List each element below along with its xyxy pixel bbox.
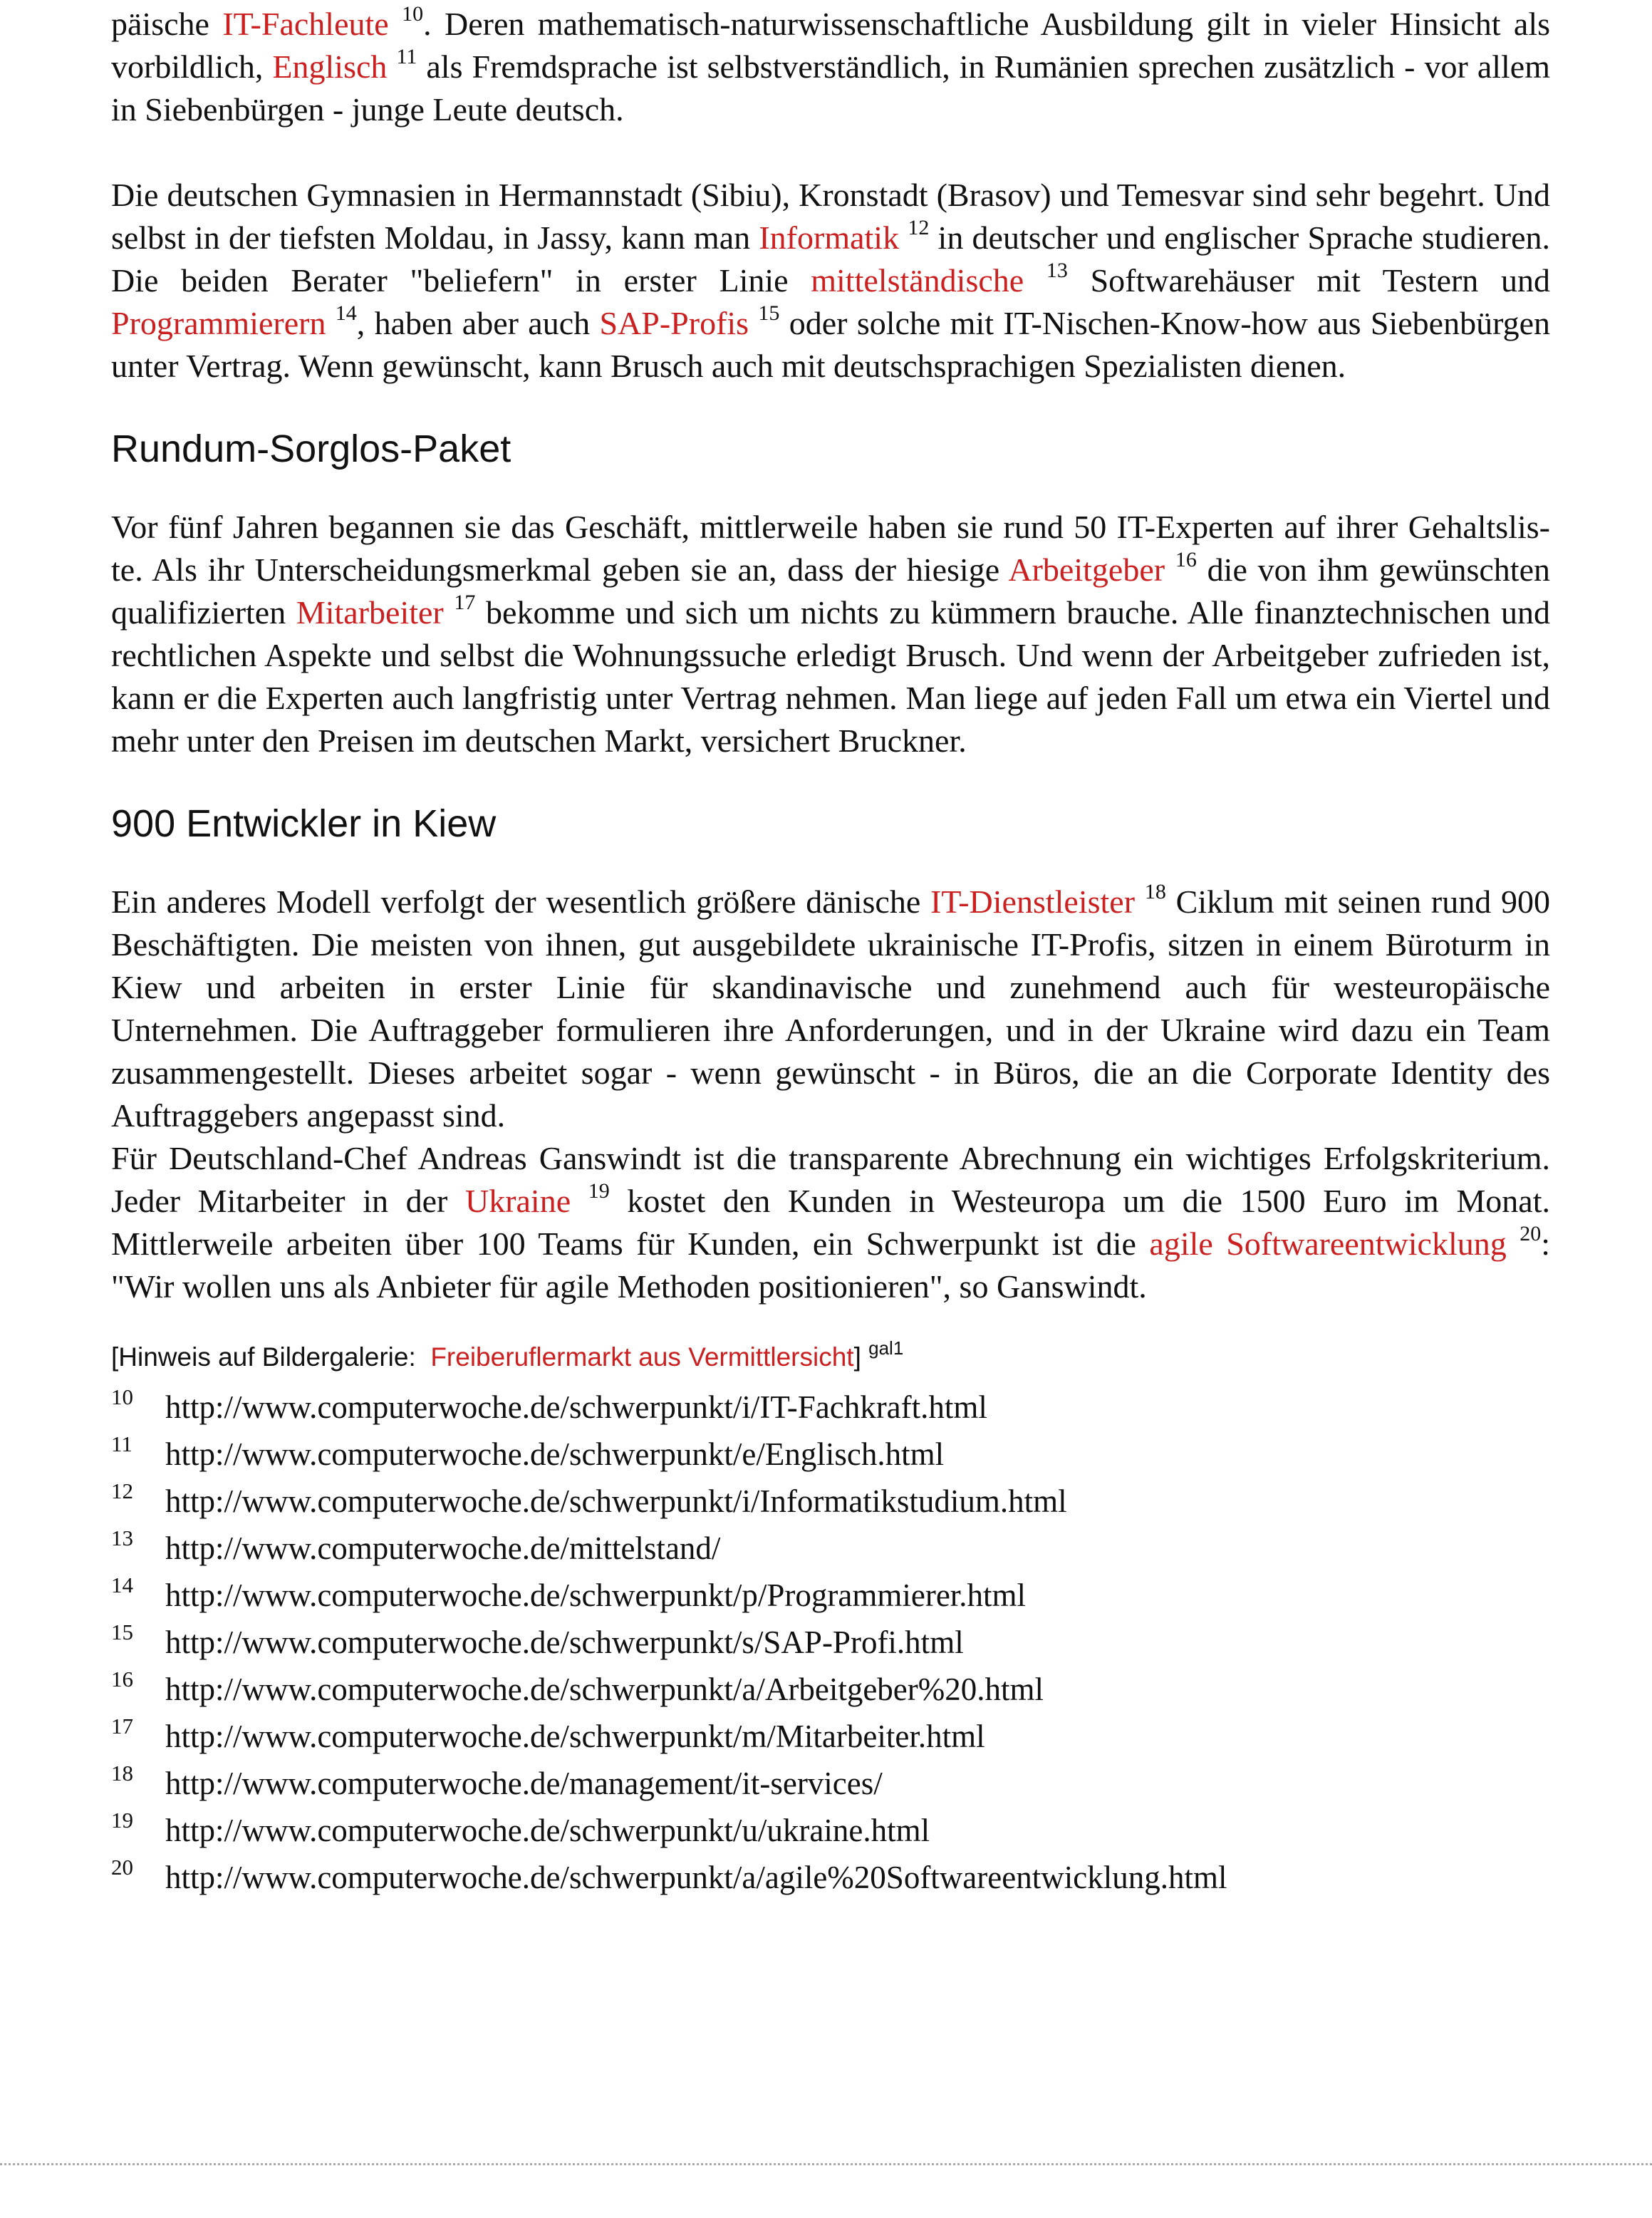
footnote-ref: 12 <box>908 216 930 239</box>
footnote-list <box>111 1384 1550 1901</box>
footnote-ref: 20 <box>1519 1222 1542 1245</box>
footnote-url[interactable]: http://www.computerwoche.de/schwerpunkt/a/agile%20Softwareentwicklung.html <box>165 1860 1227 1895</box>
footnote-item <box>111 1525 1550 1572</box>
footnote-ref: 19 <box>588 1179 610 1203</box>
paragraph-text: Ein anderes Modell verfolgt der wesentlich größere dänische <box>111 883 931 920</box>
footnote-url[interactable]: http://www.computerwoche.de/schwerpunkt/p/Programmierer.html <box>165 1577 1027 1613</box>
link-englisch[interactable]: Englisch <box>272 48 388 85</box>
paragraph-text: : "Wir wollen uns als Anbieter für agile Methoden positionieren", so Ganswindt. <box>111 1225 1551 1305</box>
link-it-fachleute[interactable]: IT-Fachleute <box>222 6 389 42</box>
footnote-url[interactable]: http://www.computerwoche.de/schwerpunkt/u/ukraine.html <box>165 1813 930 1848</box>
paragraph-intro <box>111 3 1550 131</box>
footnote-item <box>111 1572 1550 1619</box>
footnote-ref: 15 <box>758 301 780 325</box>
link-ukraine[interactable]: Ukraine <box>464 1183 571 1219</box>
section-heading: Rundum-Sorglos-Paket <box>111 427 511 470</box>
footnote-item <box>111 1619 1550 1666</box>
paragraph-text: . Deren mathematisch-naturwissenschaftliche Ausbildung gilt in vieler Hinsicht als vorbildlich, <box>111 6 1551 85</box>
paragraph-text: Für Deutschland-Chef Andreas Ganswindt ist die transparente Abrechnung ein wichtiges Erfolgskriterium. Jeder Mitarbeiter in der <box>111 1140 1550 1219</box>
footnote-item <box>111 1713 1550 1760</box>
footnote-url[interactable]: http://www.computerwoche.de/schwerpunkt/i/IT-Fachkraft.html <box>165 1389 987 1425</box>
paragraph-text: päische <box>111 6 223 42</box>
link-gallery[interactable]: Freiberuflermarkt aus Vermittlersicht <box>430 1342 854 1372</box>
footnote-number: 20 <box>111 1855 133 1880</box>
footnote-ref: 17 <box>454 591 476 614</box>
paragraph-text: als Fremdsprache ist selbstverständlich, in Rumänien sprechen zusätzlich - vor allem in Siebenbürgen - junge Leute deutsch. <box>111 48 1551 128</box>
footnote-item <box>111 1431 1550 1478</box>
link-sap-profis[interactable]: SAP-Profis <box>599 305 749 341</box>
paragraph-text: die von ihm gewünschten qualifizierten <box>111 551 1550 631</box>
footnote-url[interactable]: http://www.computerwoche.de/management/it-services/ <box>165 1766 883 1801</box>
footnote-number: 11 <box>111 1431 133 1456</box>
section-heading: 900 Entwickler in Kiew <box>111 802 497 845</box>
link-agile-softwareentwicklung[interactable]: agile Softwareentwicklung <box>1149 1225 1507 1262</box>
footnote-item <box>111 1807 1550 1854</box>
footnote-item <box>111 1760 1550 1807</box>
footnote-number: 14 <box>111 1572 133 1597</box>
paragraph-text: oder solche mit IT-Nischen-Know-how aus Siebenbürgen unter Vertrag. Wenn gewünscht, kann Brusch auch mit deutschsprachigen Spezialisten dienen. <box>111 305 1551 384</box>
link-mitarbeiter[interactable]: Mitarbeiter <box>296 594 444 631</box>
footnote-number: 13 <box>111 1525 133 1550</box>
footnote-url[interactable]: http://www.computerwoche.de/schwerpunkt/a/Arbeitgeber%20.html <box>165 1672 1044 1707</box>
footnote-url[interactable]: http://www.computerwoche.de/schwerpunkt/i/Informatikstudium.html <box>165 1483 1067 1519</box>
footnote-number: 15 <box>111 1620 133 1644</box>
footnote-url[interactable]: http://www.computerwoche.de/schwerpunkt/s/SAP-Profi.html <box>165 1624 964 1660</box>
paragraph-ganswindt <box>111 1137 1550 1308</box>
gallery-ref: gal1 <box>868 1337 904 1359</box>
link-mittelstaendische[interactable]: mittelständische <box>811 262 1024 299</box>
gallery-hint-suffix: ] <box>853 1342 861 1372</box>
link-programmierern[interactable]: Programmierern <box>111 305 326 341</box>
paragraph-text: , haben aber auch <box>356 305 600 341</box>
footnote-number: 10 <box>111 1384 133 1409</box>
paragraph-text: Vor fünf Jahren begannen sie das Geschäft, mittlerweile haben sie rund 50 IT-Experten auf ihrer Gehaltslis-te. Als ihr Unterscheidungsmerkmal geben sie an, dass der hiesige <box>111 509 1550 588</box>
document-page <box>111 0 1550 1901</box>
footnote-item <box>111 1384 1550 1431</box>
paragraph-text: kostet den Kunden in Westeuropa um die 1500 Euro im Monat. Mittlerweile arbeiten über 100 Teams für Kunden, ein Schwerpunkt ist die <box>111 1183 1551 1262</box>
footnote-number: 18 <box>111 1761 133 1786</box>
footnote-item <box>111 1854 1550 1901</box>
footnote-ref: 16 <box>1175 548 1197 571</box>
footnote-ref: 11 <box>396 45 417 68</box>
paragraph-gymnasien <box>111 174 1550 388</box>
gallery-hint <box>111 1339 1550 1375</box>
link-informatik[interactable]: Informatik <box>759 219 900 256</box>
footnote-number: 17 <box>111 1714 133 1738</box>
paragraph-ciklum <box>111 881 1550 1137</box>
footnote-number: 19 <box>111 1808 133 1833</box>
paragraph-text: Ciklum mit seinen rund 900 Beschäftigten. Die meisten von ihnen, gut ausgebildete ukrainische IT-Profis, sitzen in einem Büroturm in Kiew und arbeiten in erster Linie für skandinavische und zunehmend auch für westeuropäische Unternehmen. Die Auftraggeber formulieren ihre Anforderungen, und in der Ukraine wird dazu ein Team zusammengestellt. Dieses arbeitet sogar - wenn gewünscht - in Büros, die an die Corporate Identity des Auftraggebers angepasst sind. <box>111 883 1550 1134</box>
paragraph-text: Die deutschen Gymnasien in Hermannstadt (Sibiu), Kronstadt (Brasov) und Temesvar sind sehr begehrt. Und selbst in der tiefsten Moldau, in Jassy, kann man <box>111 177 1550 256</box>
footnote-ref: 13 <box>1046 259 1068 282</box>
page-separator <box>0 2163 1652 2165</box>
paragraph-text: bekomme und sich um nichts zu kümmern brauche. Alle finanztechnischen und rechtlichen Aspekte und selbst die Wohnungssuche erledigt Brusch. Und wenn der Arbeitgeber zufrieden ist, kann er die Experten auch langfristig unter Vertrag nehmen. Man liege auf jeden Fall um etwa ein Viertel und mehr unter den Preisen im deutschen Markt, versichert Bruckner. <box>111 594 1551 759</box>
footnote-url[interactable]: http://www.computerwoche.de/mittelstand/ <box>165 1530 721 1566</box>
footnote-item <box>111 1478 1550 1525</box>
footnote-ref: 18 <box>1144 880 1166 903</box>
footnote-ref: 14 <box>335 301 357 325</box>
paragraph-text: Softwarehäuser mit Testern und <box>1067 262 1550 299</box>
footnote-number: 12 <box>111 1478 133 1503</box>
paragraph-text: in deutscher und englischer Sprache studieren. Die beiden Berater "beliefern" in erster Linie <box>111 219 1550 299</box>
link-it-dienstleister[interactable]: IT-Dienstleister <box>930 883 1136 920</box>
footnote-url[interactable]: http://www.computerwoche.de/schwerpunkt/m/Mitarbeiter.html <box>165 1719 985 1754</box>
link-arbeitgeber[interactable]: Arbeitgeber <box>1008 551 1165 588</box>
paragraph-sorglos <box>111 506 1550 762</box>
footnote-item <box>111 1666 1550 1713</box>
gallery-hint-prefix: [Hinweis auf Bildergalerie: <box>111 1342 424 1372</box>
footnote-ref: 10 <box>402 2 424 26</box>
footnote-number: 16 <box>111 1667 133 1691</box>
footnote-url[interactable]: http://www.computerwoche.de/schwerpunkt/e/Englisch.html <box>165 1436 945 1472</box>
